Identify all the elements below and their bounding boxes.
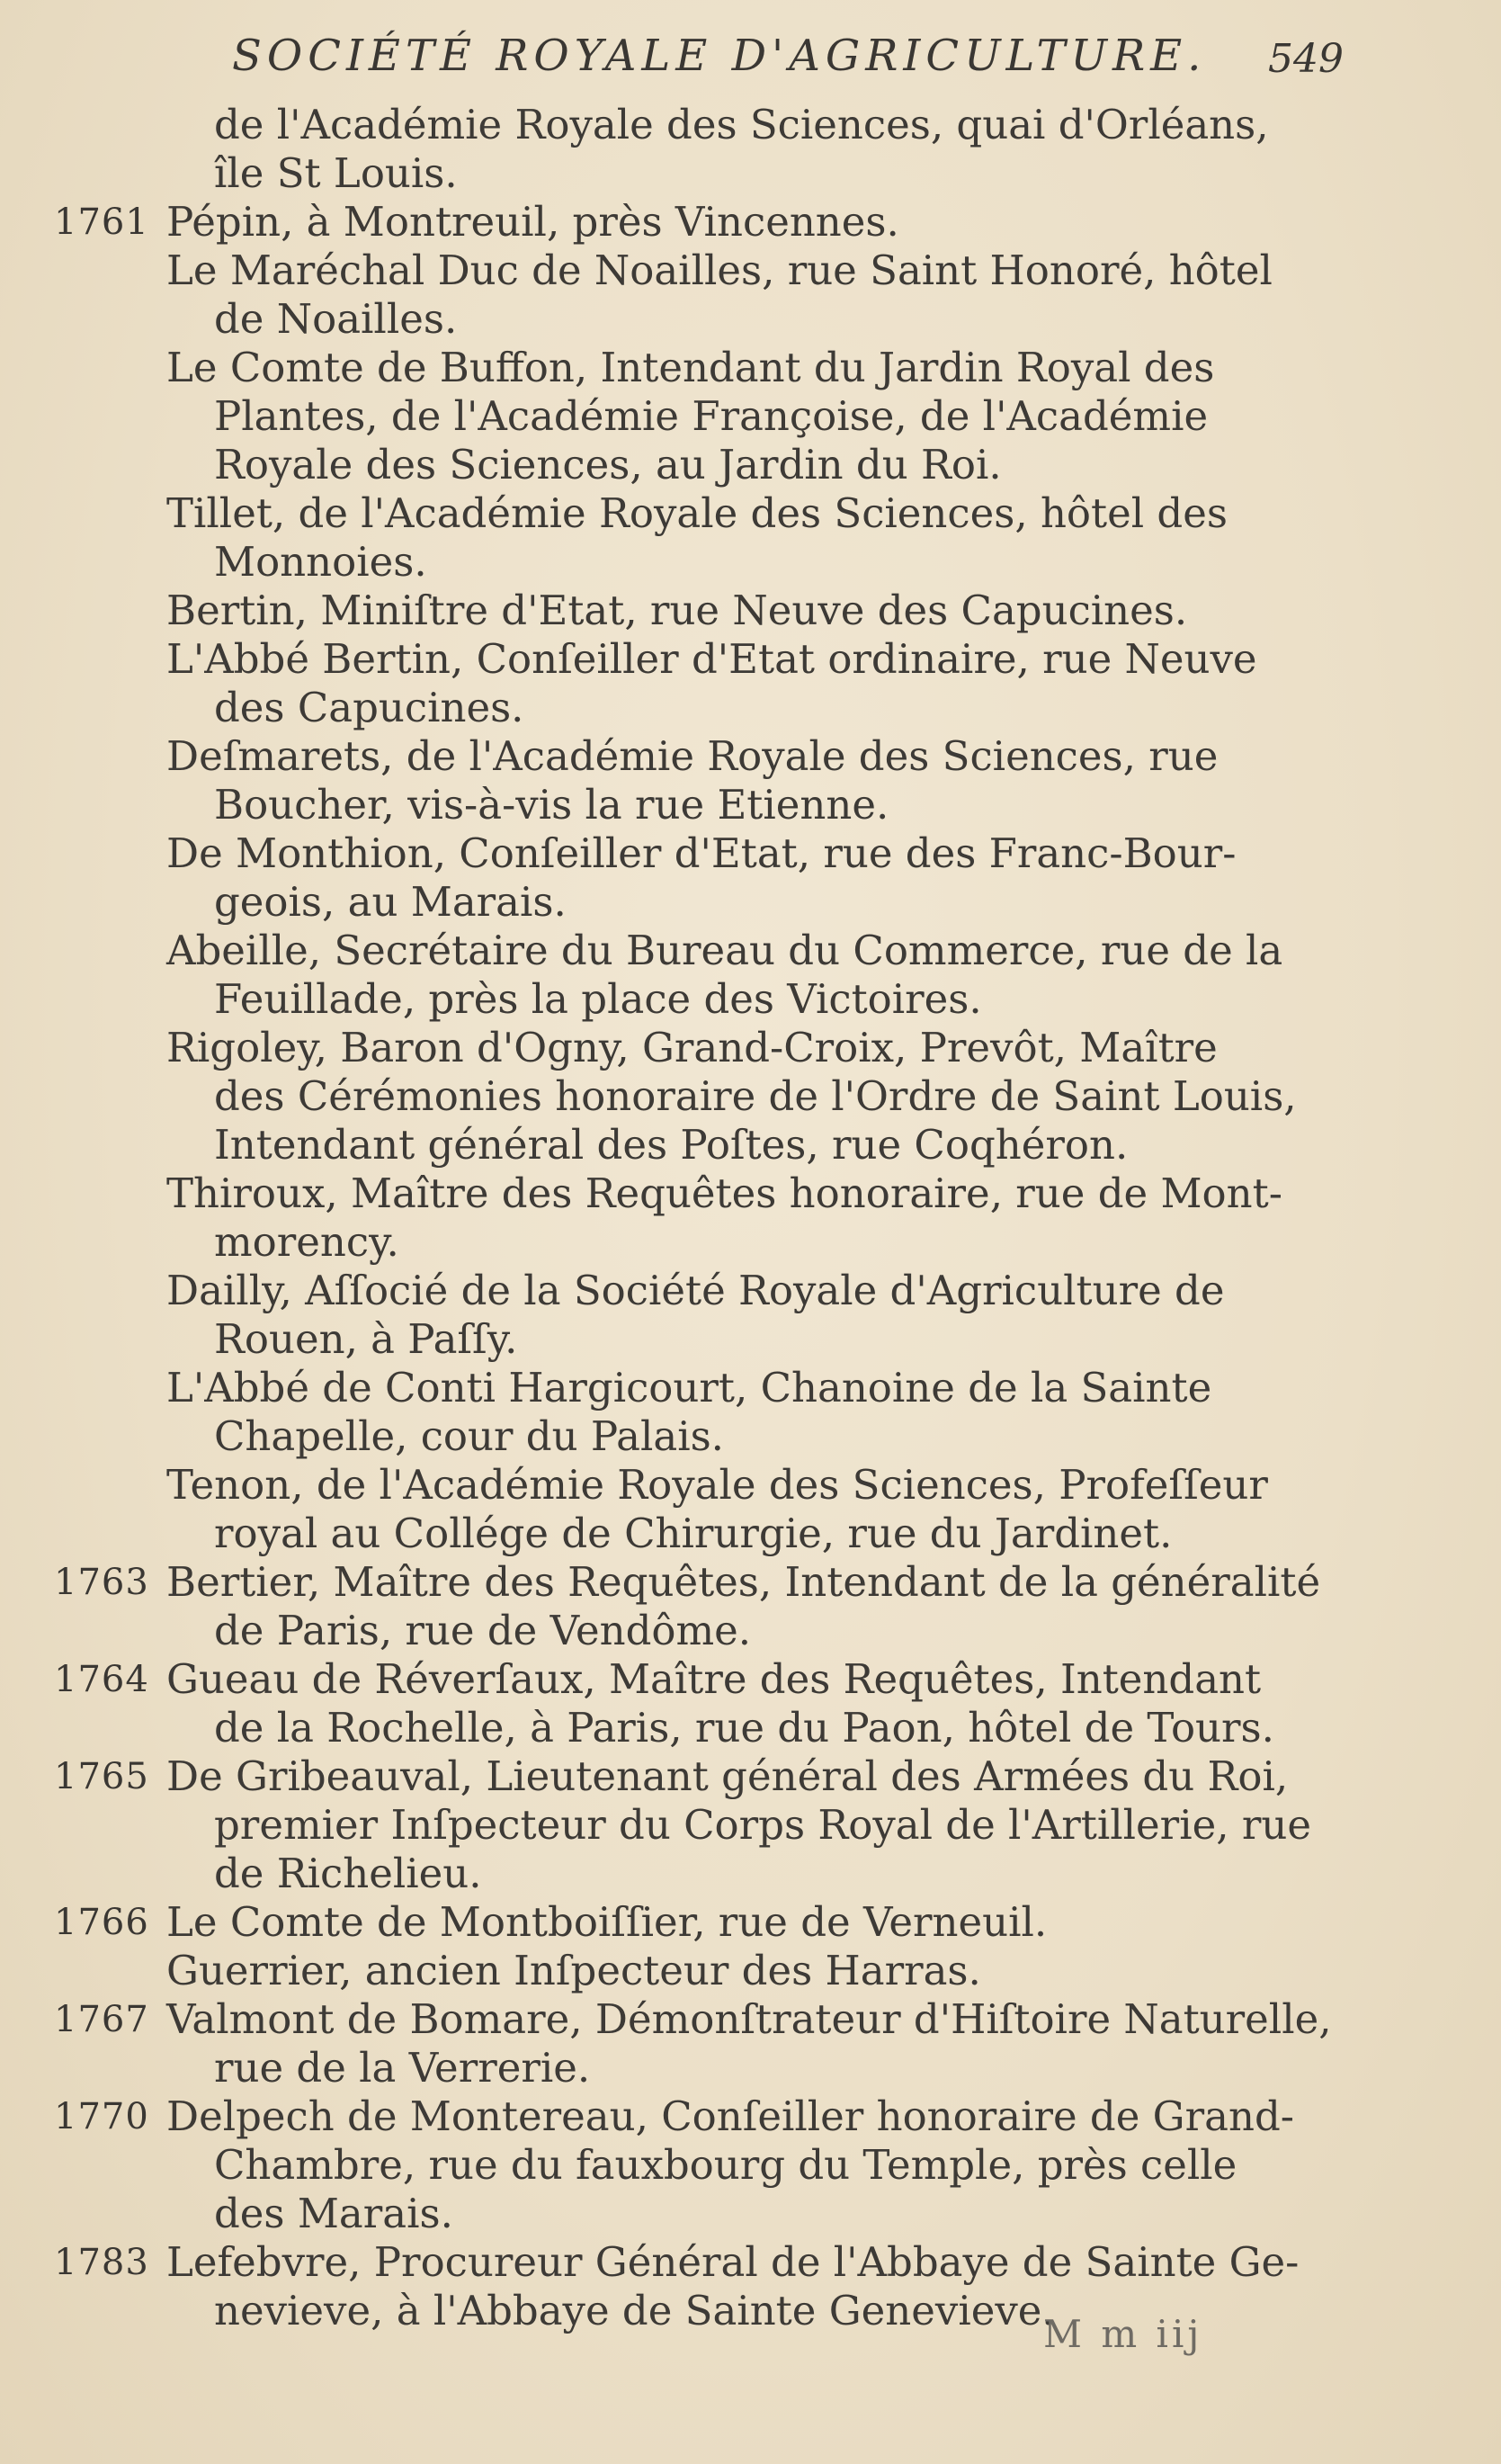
entry-continuation-line: morency. — [214, 1218, 399, 1266]
entry-continuation-line: Chambre, rue du fauxbourg du Temple, près celle — [214, 2141, 1237, 2189]
entry-continuation-line: Monnoies. — [214, 538, 427, 586]
entry-first-line: Le Comte de Buffon, Intendant du Jardin Royal des — [166, 344, 1215, 391]
entry-first-line: De Monthion, Conſeiller d'Etat, rue des Franc-Bour- — [166, 829, 1237, 877]
entry-first-line: Tenon, de l'Académie Royale des Sciences, Profeſſeur — [166, 1461, 1268, 1509]
entry-continuation-line: Boucher, vis-à-vis la rue Etienne. — [214, 781, 889, 829]
list-entry — [0, 1169, 1501, 1267]
entry-continuation-line: Plantes, de l'Académie Françoise, de l'Académie — [214, 392, 1209, 440]
list-entry — [0, 635, 1501, 732]
list-entry — [0, 927, 1501, 1024]
list-entry — [0, 587, 1501, 635]
list-entry — [0, 1898, 1501, 1947]
list-entry — [0, 1752, 1501, 1898]
list-entry — [0, 1655, 1501, 1752]
entry-first-line: De Gribeauval, Lieutenant général des Armées du Roi, — [166, 1752, 1289, 1800]
entry-year: 1766 — [54, 1902, 149, 1943]
signature-mark: M m iij — [1043, 2312, 1203, 2356]
entry-year: 1763 — [54, 1562, 149, 1603]
entry-year: 1767 — [54, 1999, 149, 2040]
entry-first-line: Guerrier, ancien Inſpecteur des Harras. — [166, 1947, 981, 1994]
list-entry — [0, 2092, 1501, 2238]
entry-continuation-line: Feuillade, près la place des Victoires. — [214, 975, 982, 1023]
entry-first-line: Gueau de Réverſaux, Maître des Requêtes, Intendant — [166, 1655, 1262, 1703]
entry-first-line: Pépin, à Montreuil, près Vincennes. — [166, 198, 899, 246]
list-entry — [0, 1995, 1501, 2092]
entry-continuation-line: des Capucines. — [214, 684, 524, 731]
entry-year: 1770 — [54, 2096, 149, 2137]
list-entry — [0, 246, 1501, 344]
entry-continuation-line: de Richelieu. — [214, 1850, 482, 1897]
list-entry — [0, 1558, 1501, 1655]
entry-first-line: Bertier, Maître des Requêtes, Intendant de la généralité — [166, 1558, 1321, 1606]
entry-continuation-line: Rouen, à Paſſy. — [214, 1315, 518, 1363]
entry-continuation-line: premier Inſpecteur du Corps Royal de l'Artillerie, rue — [214, 1801, 1311, 1849]
list-entry — [0, 1024, 1501, 1169]
entry-continuation-line: Chapelle, cour du Palais. — [214, 1412, 724, 1460]
list-entry — [0, 1461, 1501, 1558]
entry-first-line: Deſmarets, de l'Académie Royale des Sciences, rue — [166, 732, 1219, 780]
entry-continuation-line: rue de la Verrerie. — [214, 2044, 591, 2092]
entry-continuation-line: des Cérémonies honoraire de l'Ordre de Saint Louis, — [214, 1072, 1297, 1120]
list-entry — [0, 344, 1501, 489]
entry-continuation-line: des Marais. — [214, 2190, 453, 2237]
list-entry — [0, 1947, 1501, 1995]
entry-first-line: Thiroux, Maître des Requêtes honoraire, rue de Mont- — [166, 1169, 1282, 1217]
list-entry — [0, 1364, 1501, 1461]
page-header — [0, 27, 1501, 99]
entry-continuation-line: Intendant général des Poſtes, rue Coqhéron. — [214, 1121, 1129, 1169]
entry-first-line: Dailly, Aſſocié de la Société Royale d'Agriculture de — [166, 1267, 1225, 1314]
entry-continuation-line: de la Rochelle, à Paris, rue du Paon, hôtel de Tours. — [214, 1704, 1274, 1752]
entry-first-line: Tillet, de l'Académie Royale des Sciences, hôtel des — [166, 489, 1228, 537]
entry-first-line: Lefebvre, Procureur Général de l'Abbaye de Sainte Ge- — [166, 2238, 1300, 2286]
entry-first-line: L'Abbé Bertin, Conſeiller d'Etat ordinaire, rue Neuve — [166, 635, 1257, 683]
member-list — [0, 101, 1501, 2335]
entry-first-line: Valmont de Bomare, Démonſtrateur d'Hiſtoire Naturelle, — [166, 1995, 1332, 2043]
entry-first-line: Delpech de Montereau, Conſeiller honoraire de Grand- — [166, 2092, 1294, 2140]
list-entry — [0, 198, 1501, 246]
entry-first-line: Le Comte de Montboiſſier, rue de Verneuil. — [166, 1898, 1048, 1946]
entry-year: 1765 — [54, 1756, 149, 1797]
entry-first-line: Le Maréchal Duc de Noailles, rue Saint Honoré, hôtel — [166, 246, 1273, 294]
list-entry — [0, 829, 1501, 927]
entry-continuation-line: nevieve, à l'Abbaye de Sainte Genevieve. — [214, 2287, 1055, 2334]
entry-continuation-line: geois, au Marais. — [214, 878, 567, 926]
entry-first-line: Bertin, Miniſtre d'Etat, rue Neuve des Capucines. — [166, 587, 1188, 634]
entry-year: 1764 — [54, 1659, 149, 1700]
running-title: SOCIÉTÉ ROYALE D'AGRICULTURE. — [232, 31, 1207, 81]
page-number: 549 — [1268, 36, 1344, 82]
entry-first-line: Abeille, Secrétaire du Bureau du Commerce, rue de la — [166, 927, 1283, 974]
list-entry — [0, 2238, 1501, 2335]
list-entry — [0, 101, 1501, 198]
entry-continuation-line: royal au Collége de Chirurgie, rue du Jardinet. — [214, 1510, 1173, 1557]
entry-continuation-line: Royale des Sciences, au Jardin du Roi. — [214, 441, 1002, 488]
entry-year: 1783 — [54, 2242, 149, 2283]
list-entry — [0, 489, 1501, 587]
entry-first-line: L'Abbé de Conti Hargicourt, Chanoine de la Sainte — [166, 1364, 1212, 1411]
list-entry — [0, 732, 1501, 829]
entry-continuation-line: de Paris, rue de Vendôme. — [214, 1607, 752, 1654]
entry-first-line: Rigoley, Baron d'Ogny, Grand-Croix, Prevôt, Maître — [166, 1024, 1218, 1071]
entry-first-line: de l'Académie Royale des Sciences, quai d'Orléans, — [214, 101, 1269, 148]
entry-year: 1761 — [54, 202, 149, 243]
list-entry — [0, 1267, 1501, 1364]
entry-continuation-line: de Noailles. — [214, 295, 458, 343]
entry-continuation-line: île St Louis. — [214, 149, 458, 197]
